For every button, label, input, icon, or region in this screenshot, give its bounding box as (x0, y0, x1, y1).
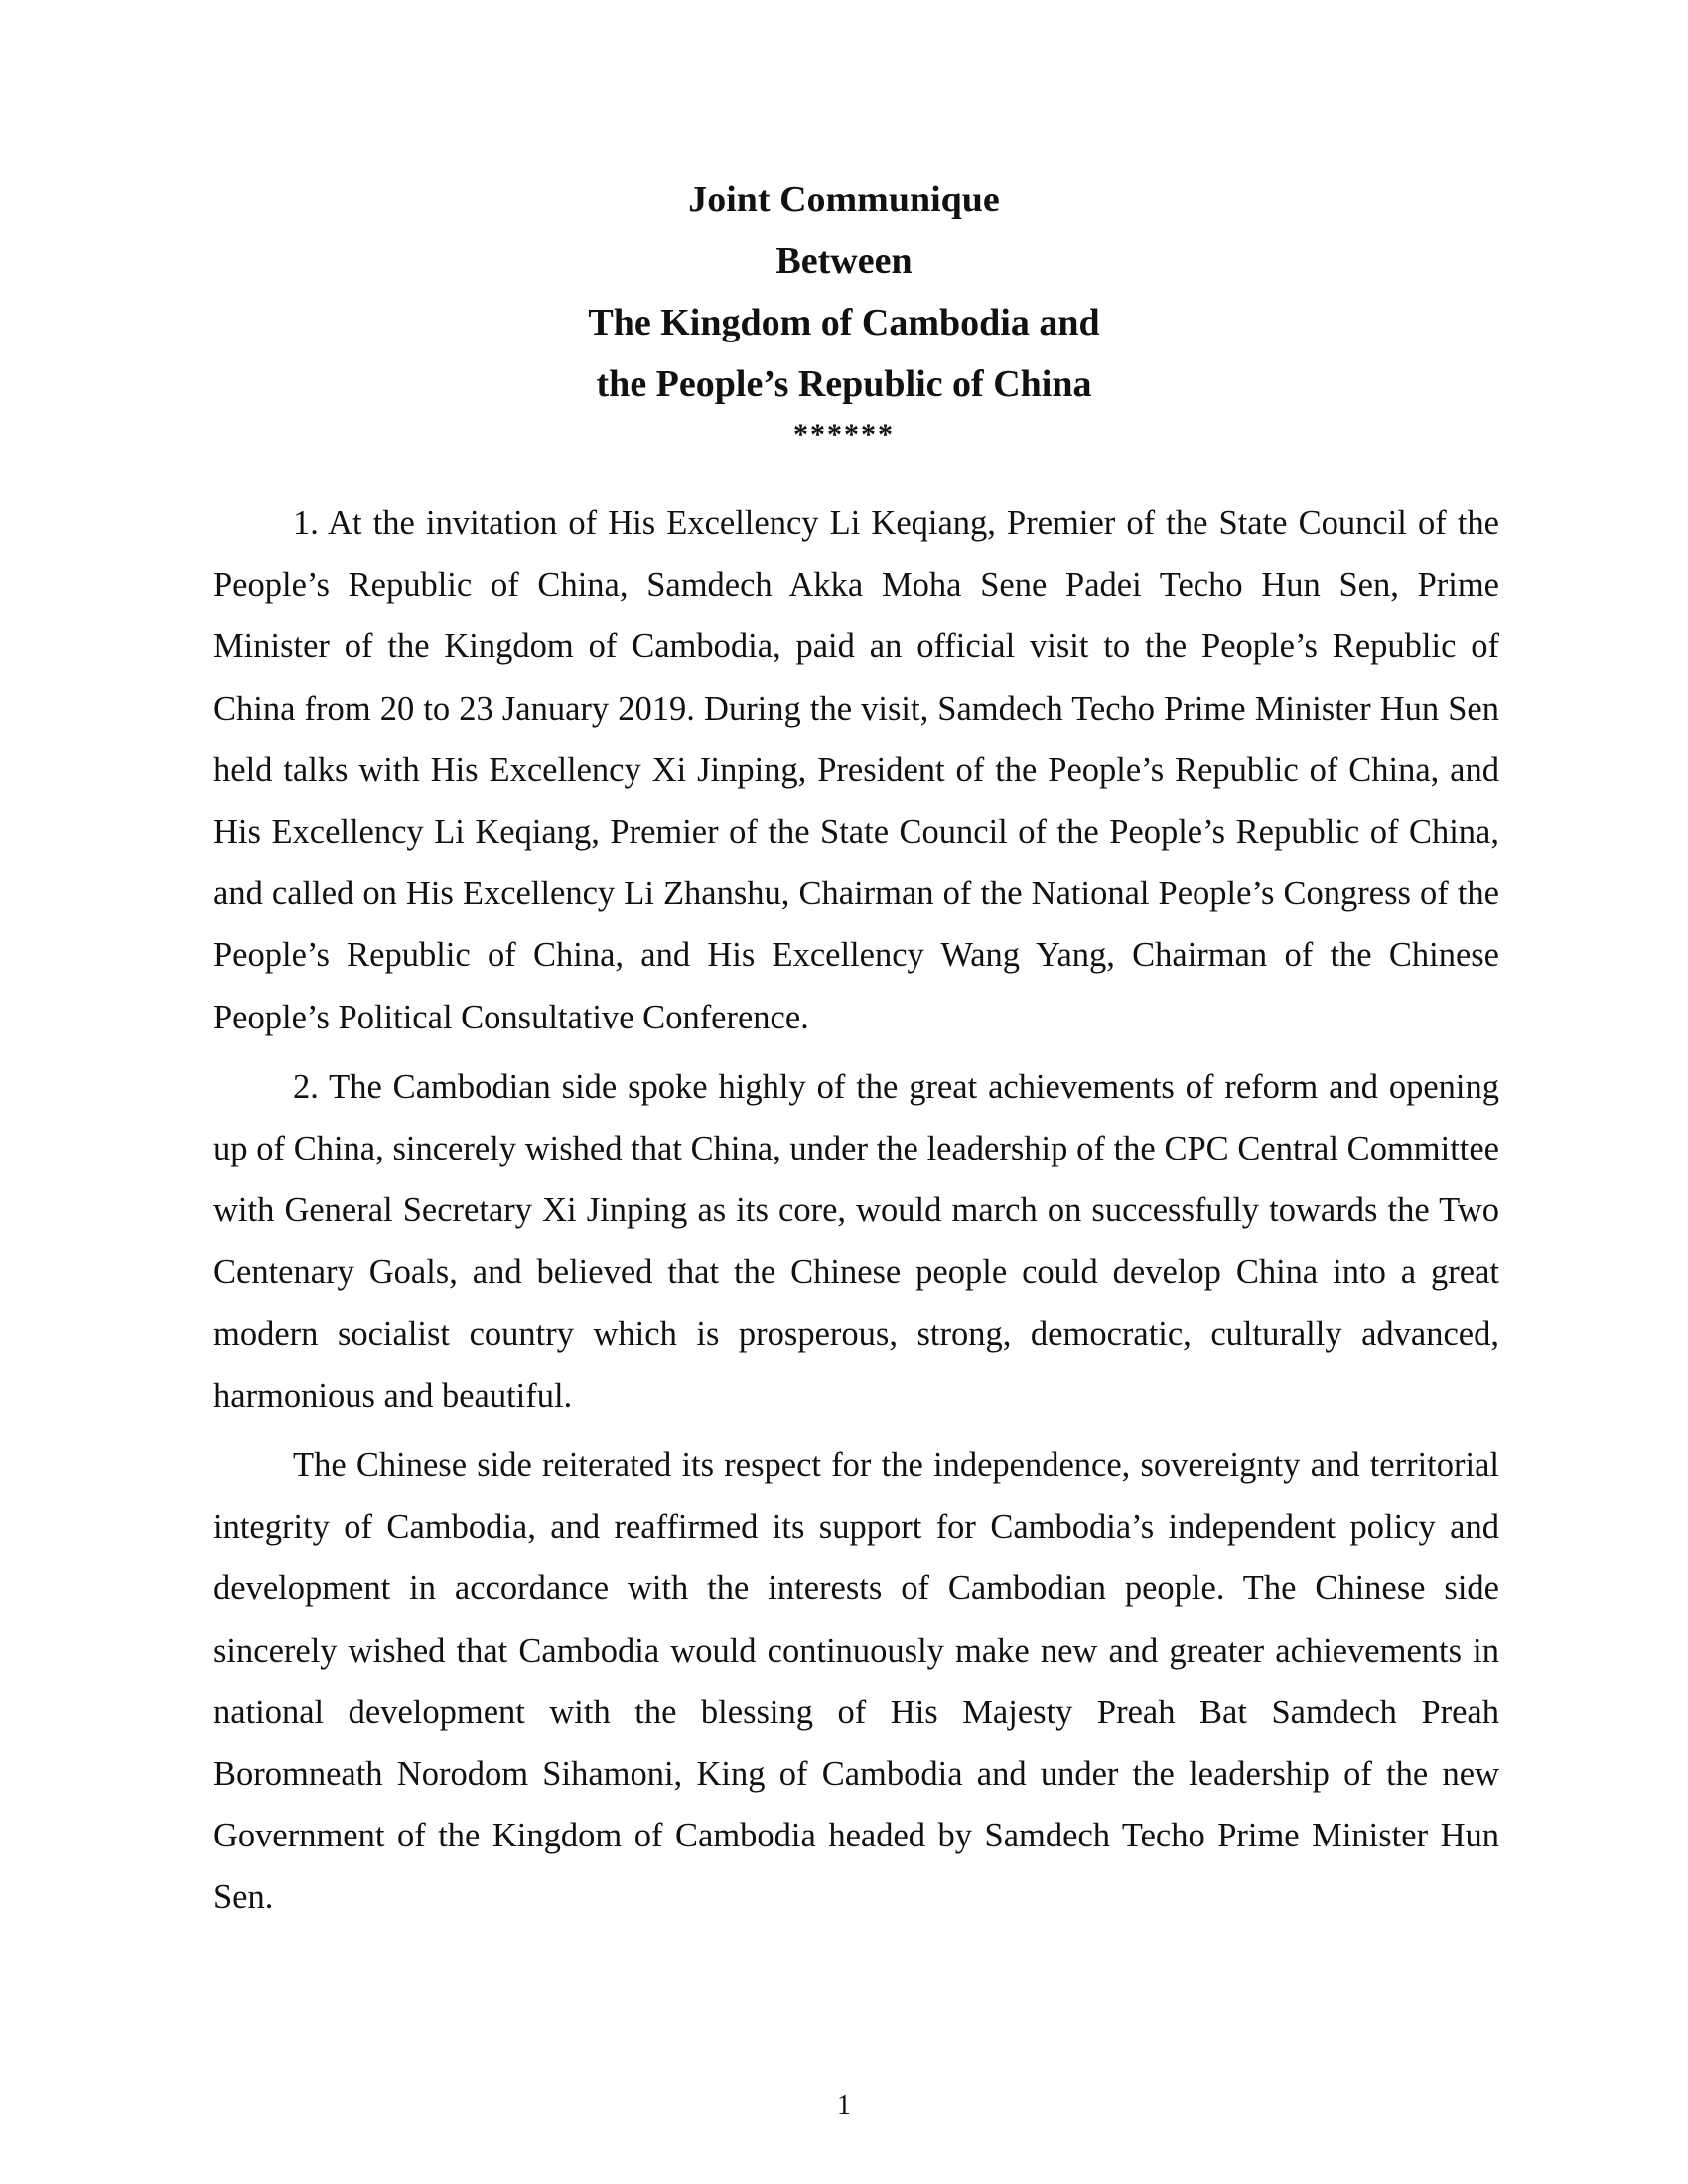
paragraph-3: The Chinese side reiterated its respect for the independence, sovereignty and territorial integrity of Cambodia, and reaffirmed its support for Cambodia’s independent policy and development in accordance with the interests of Cambodian people. The Chinese side sincerely wished that Cambodia would continuously make new and greater achievements in national development with the blessing of His Majesty Preah Bat Samdech Preah Boromneath Norodom Sihamoni, King of Cambodia and under the leadership of the new Government of the Kingdom of Cambodia headed by Samdech Techo Prime Minister Hun Sen. (213, 1446, 1499, 1917)
title-line-4: the People’s Republic of China (596, 363, 1092, 405)
paragraph-2: 2. The Cambodian side spoke highly of the great achievements of reform and opening up of China, sincerely wished that China, under the leadership of the CPC Central Committee with General Secretary Xi Jinping as its core, would march on successfully towards the Two Centenary Goals, and believed that the Chinese people could develop China into a great modern socialist country which is prosperous, strong, democratic, culturally advanced, harmonious and beautiful. (213, 1067, 1499, 1415)
title-line-1: Joint Communique (688, 179, 1000, 220)
title-line-3: The Kingdom of Cambodia and (588, 302, 1100, 343)
title-line-2: Between (775, 240, 913, 282)
document-title (0, 169, 1688, 455)
page-number: 1 (837, 2090, 851, 2120)
paragraph-1: 1. At the invitation of His Excellency Li Keqiang, Premier of the State Council of the People’s Republic of China, Samdech Akka Moha Sene Padei Techo Hun Sen, Prime Minister of the Kingdom of Cambodia, paid an official visit to the People’s Republic of China from 20 to 23 January 2019. During the visit, Samdech Techo Prime Minister Hun Sen held talks with His Excellency Xi Jinping, President of the People’s Republic of China, and His Excellency Li Keqiang, Premier of the State Council of the People’s Republic of China, and called on His Excellency Li Zhanshu, Chairman of the National People’s Congress of the People’s Republic of China, and His Excellency Wang Yang, Chairman of the Chinese People’s Political Consultative Conference. (213, 504, 1499, 1036)
document-body (213, 492, 1499, 1929)
title-separator: ****** (793, 418, 895, 451)
